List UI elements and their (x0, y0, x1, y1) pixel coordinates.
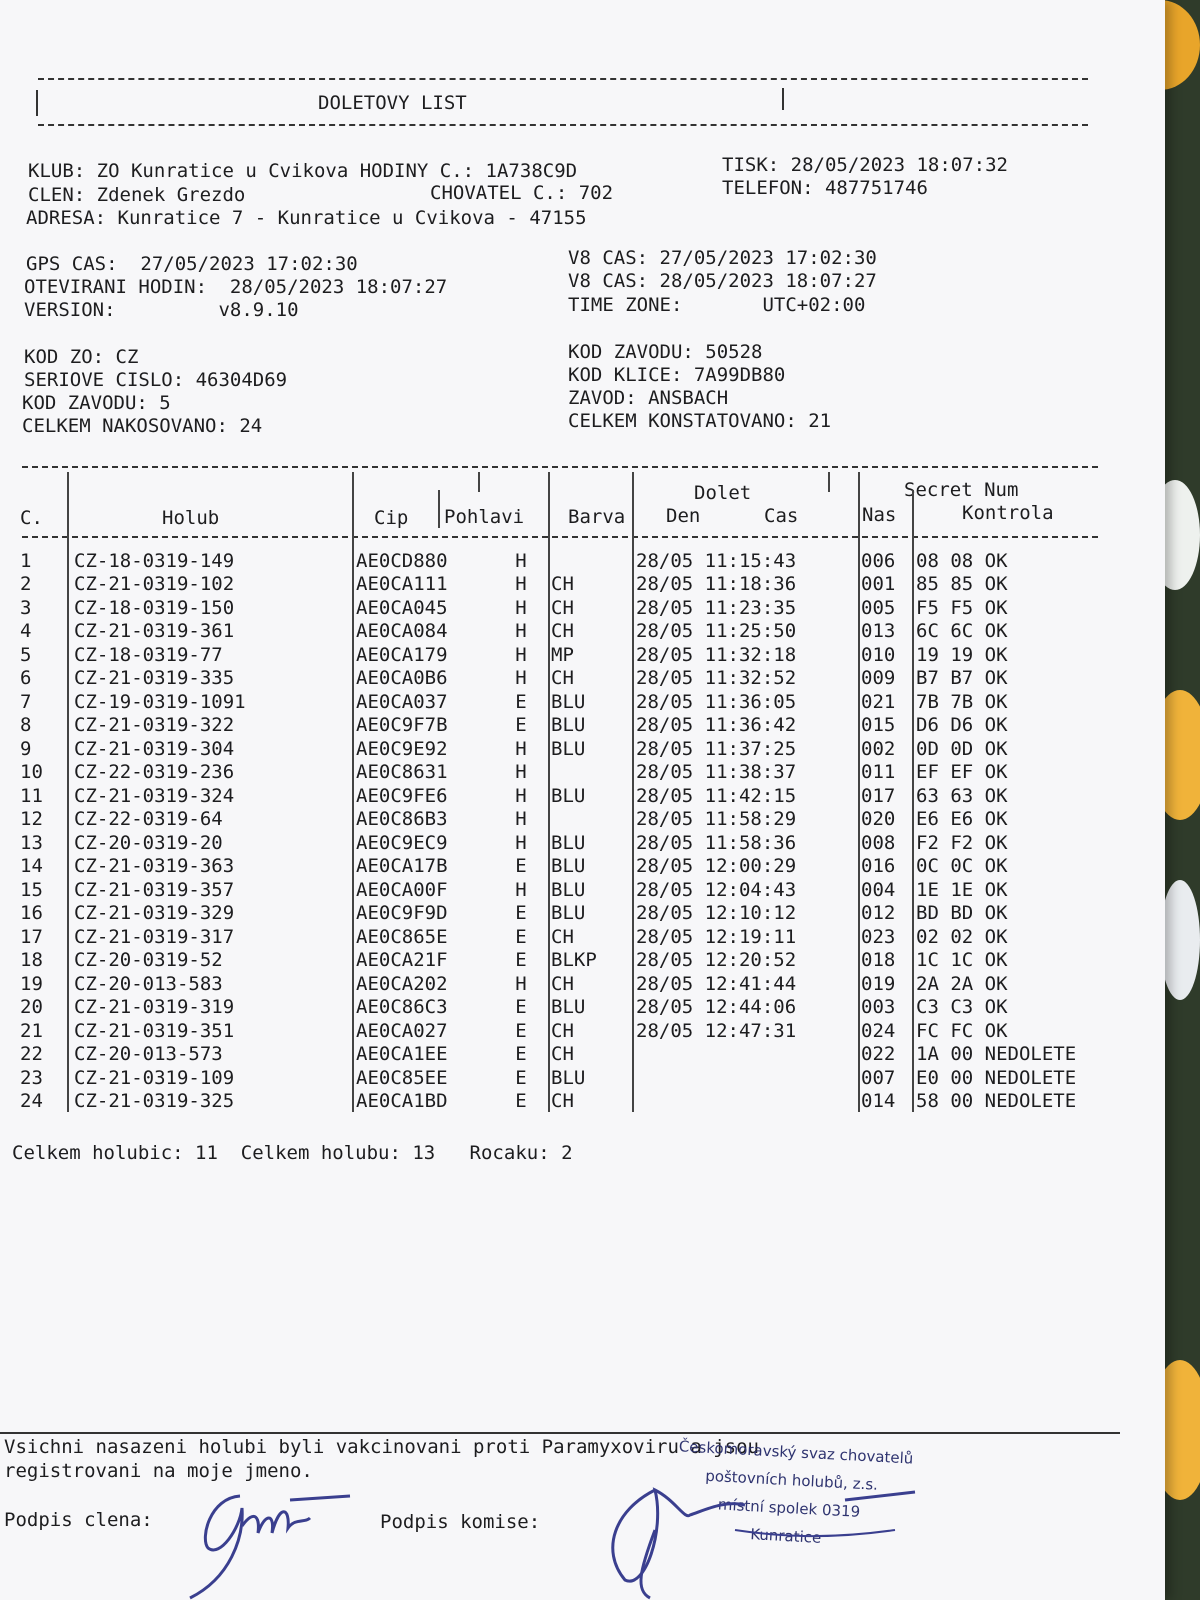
cell-pohlavi: E (515, 1043, 527, 1066)
flight-table-body (14, 549, 1156, 1113)
stamp-line-3: místní spolek 0319 (717, 1495, 861, 1521)
cell-number: 23 (20, 1066, 43, 1089)
cell-number: 6 (20, 667, 32, 690)
cell-kontrola: 1C 1C OK (916, 949, 1008, 972)
cell-dolet: 28/05 11:42:15 (636, 784, 797, 807)
table-row (14, 643, 1156, 667)
cell-nas: 015 (861, 714, 896, 737)
cell-barva: BLU (551, 855, 586, 878)
cell-cip: AE0CA179 (356, 643, 448, 666)
cell-barva: CH (551, 925, 574, 948)
cell-cip: AE0C8631 (356, 761, 448, 784)
header-holub: Holub (162, 507, 220, 529)
stamp-line-4: Kunratice (749, 1525, 822, 1547)
header-dolet: Dolet (694, 482, 752, 504)
cell-kontrola: FC FC OK (916, 1019, 1008, 1042)
cell-nas: 021 (861, 690, 896, 713)
column-separator (438, 490, 440, 528)
cell-nas: 009 (861, 667, 896, 690)
cell-nas: 004 (861, 878, 896, 901)
clen-line: CLEN: Zdenek Grezdo (28, 184, 246, 206)
cell-holub: CZ-19-0319-1091 (74, 690, 246, 713)
v8-cas-1: V8 CAS: 27/05/2023 17:02:30 (568, 247, 877, 269)
cell-pohlavi: H (515, 667, 527, 690)
table-header-bottom-rule (22, 536, 1098, 538)
cell-pohlavi: H (515, 878, 527, 901)
table-header-top-rule (22, 466, 1098, 468)
cell-cip: AE0CA00F (356, 878, 448, 901)
cell-nas: 005 (861, 596, 896, 619)
table-row (14, 996, 1156, 1020)
cell-number: 4 (20, 620, 32, 643)
cell-pohlavi: E (515, 714, 527, 737)
cell-kontrola: 85 85 OK (916, 573, 1008, 596)
cell-number: 15 (20, 878, 43, 901)
cell-cip: AE0C9E92 (356, 737, 448, 760)
kod-zavodu-id: KOD ZAVODU: 50528 (568, 341, 763, 363)
table-row (14, 1066, 1156, 1090)
title-box-top (38, 78, 1088, 80)
cell-dolet: 28/05 11:32:52 (636, 667, 797, 690)
cell-number: 12 (20, 808, 43, 831)
cell-cip: AE0C9FE6 (356, 784, 448, 807)
cell-cip: AE0CA17B (356, 855, 448, 878)
cell-dolet (636, 1066, 861, 1090)
cell-pohlavi: H (515, 596, 527, 619)
cell-number: 21 (20, 1019, 43, 1042)
cell-kontrola: EF EF OK (916, 761, 1008, 784)
cell-dolet: 28/05 12:41:44 (636, 972, 797, 995)
cell-cip: AE0CD880 (356, 549, 448, 572)
gps-cas: GPS CAS: 27/05/2023 17:02:30 (26, 253, 358, 275)
cell-dolet: 28/05 12:00:29 (636, 855, 797, 878)
cell-holub: CZ-21-0319-324 (74, 784, 235, 807)
table-row (14, 1043, 1156, 1067)
cell-nas: 010 (861, 643, 896, 666)
cell-pohlavi: H (515, 620, 527, 643)
cell-barva: CH (551, 667, 574, 690)
cell-kontrola: F2 F2 OK (916, 831, 1008, 854)
kod-zo: KOD ZO: CZ (24, 346, 139, 368)
celkem-nakosovano: CELKEM NAKOSOVANO: 24 (22, 415, 263, 437)
cell-barva: BLU (551, 831, 586, 854)
table-row (14, 972, 1156, 996)
cell-barva (551, 808, 636, 832)
title-box-bottom (38, 124, 1088, 126)
cell-nas: 018 (861, 949, 896, 972)
cell-holub: CZ-21-0319-335 (74, 667, 235, 690)
telefon-line: TELEFON: 487751746 (722, 177, 928, 199)
flight-table (14, 549, 1156, 1113)
cell-kontrola: B7 B7 OK (916, 667, 1008, 690)
cell-cip: AE0CA1BD (356, 1090, 448, 1113)
table-row (14, 784, 1156, 808)
cell-kontrola: 7B 7B OK (916, 690, 1008, 713)
cell-kontrola: 0C 0C OK (916, 855, 1008, 878)
column-separator (828, 472, 830, 492)
cell-number: 14 (20, 855, 43, 878)
footer-rule (0, 1432, 1120, 1434)
cell-pohlavi: E (515, 949, 527, 972)
cell-nas: 011 (861, 761, 896, 784)
klub-line: KLUB: ZO Kunratice u Cvikova HODINY C.: 1A738C9D (28, 160, 578, 182)
cell-holub: CZ-21-0319-109 (74, 1066, 235, 1089)
cell-kontrola: 0D 0D OK (916, 737, 1008, 760)
cell-cip: AE0CA045 (356, 596, 448, 619)
cell-barva: CH (551, 596, 574, 619)
chovatel-line: CHOVATEL C.: 702 (430, 182, 614, 204)
cell-pohlavi: H (515, 972, 527, 995)
cell-holub: CZ-20-013-573 (74, 1043, 223, 1066)
cell-number: 2 (20, 573, 32, 596)
cell-number: 9 (20, 737, 32, 760)
cell-dolet: 28/05 12:47:31 (636, 1019, 797, 1042)
cell-dolet: 28/05 11:58:36 (636, 831, 797, 854)
cell-barva: BLU (551, 714, 586, 737)
cell-kontrola: E0 00 NEDOLETE (916, 1066, 1077, 1089)
cell-holub: CZ-21-0319-322 (74, 714, 235, 737)
cell-holub: CZ-21-0319-325 (74, 1090, 235, 1113)
cell-barva: CH (551, 1043, 574, 1066)
cell-cip: AE0CA21F (356, 949, 448, 972)
cell-pohlavi: H (515, 643, 527, 666)
v8-cas-2: V8 CAS: 28/05/2023 18:07:27 (568, 270, 877, 292)
cell-kontrola: 63 63 OK (916, 784, 1008, 807)
cell-holub: CZ-21-0319-304 (74, 737, 235, 760)
header-secret-num: Secret Num (904, 479, 1019, 501)
cell-number: 5 (20, 643, 32, 666)
cell-holub: CZ-18-0319-77 (74, 643, 223, 666)
cell-cip: AE0C9F9D (356, 902, 448, 925)
totals-line: Celkem holubic: 11 Celkem holubu: 13 Rocaku: 2 (12, 1142, 573, 1164)
cell-number: 22 (20, 1043, 43, 1066)
table-row (14, 949, 1156, 973)
cell-dolet: 28/05 11:36:05 (636, 690, 797, 713)
cell-dolet: 28/05 11:18:36 (636, 573, 797, 596)
table-row (14, 1019, 1156, 1043)
cell-pohlavi: E (515, 925, 527, 948)
cell-barva: BLKP (551, 949, 597, 972)
cell-pohlavi: H (515, 784, 527, 807)
celkem-konstatovano: CELKEM KONSTATOVANO: 21 (568, 410, 832, 432)
cell-pohlavi: H (515, 808, 527, 831)
cell-holub: CZ-21-0319-319 (74, 996, 235, 1019)
cell-cip: AE0C865E (356, 925, 448, 948)
cell-dolet: 28/05 12:19:11 (636, 925, 797, 948)
cell-holub: CZ-18-0319-149 (74, 549, 235, 572)
cell-pohlavi: E (515, 1090, 527, 1113)
kod-klice: KOD KLICE: 7A99DB80 (568, 364, 786, 386)
cell-cip: AE0CA027 (356, 1019, 448, 1042)
cell-barva: BLU (551, 737, 586, 760)
cell-holub: CZ-21-0319-361 (74, 620, 235, 643)
cell-cip: AE0CA0B6 (356, 667, 448, 690)
cell-cip: AE0CA111 (356, 573, 448, 596)
cell-holub: CZ-22-0319-236 (74, 761, 235, 784)
cell-kontrola: 6C 6C OK (916, 620, 1008, 643)
cell-holub: CZ-21-0319-317 (74, 925, 235, 948)
cell-nas: 007 (861, 1066, 896, 1089)
podpis-komise-label: Podpis komise: (380, 1511, 541, 1533)
column-separator (478, 472, 480, 492)
table-row (14, 573, 1156, 597)
cell-kontrola: 2A 2A OK (916, 972, 1008, 995)
cell-nas: 006 (861, 549, 896, 572)
cell-dolet: 28/05 12:20:52 (636, 949, 797, 972)
cell-dolet: 28/05 11:37:25 (636, 737, 797, 760)
cell-barva: CH (551, 620, 574, 643)
cell-nas: 020 (861, 808, 896, 831)
table-row (14, 878, 1156, 902)
commission-signature (595, 1470, 925, 1600)
header-cip: Cip (374, 507, 409, 529)
otevirani-hodin: OTEVIRANI HODIN: 28/05/2023 18:07:27 (24, 276, 448, 298)
table-row (14, 925, 1156, 949)
header-cas: Cas (764, 505, 799, 527)
cell-kontrola: 19 19 OK (916, 643, 1008, 666)
cell-kontrola: 02 02 OK (916, 925, 1008, 948)
table-row (14, 549, 1156, 573)
table-row (14, 737, 1156, 761)
cell-dolet: 28/05 12:04:43 (636, 878, 797, 901)
cell-pohlavi: H (515, 831, 527, 854)
document-title: DOLETOVY LIST (318, 92, 467, 114)
cell-dolet: 28/05 11:25:50 (636, 620, 797, 643)
table-row (14, 620, 1156, 644)
cell-nas: 014 (861, 1090, 896, 1113)
podpis-clena-label: Podpis clena: (4, 1509, 153, 1531)
cell-barva: BLU (551, 878, 586, 901)
vaccination-statement-1: Vsichni nasazeni holubi byli vakcinovani proti Paramyxoviru a jsou (4, 1436, 759, 1458)
cell-number: 7 (20, 690, 32, 713)
seriove-cislo: SERIOVE CISLO: 46304D69 (24, 369, 288, 391)
table-row (14, 855, 1156, 879)
time-zone-line: TIME ZONE: UTC+02:00 (568, 294, 866, 316)
vaccination-statement-2: registrovani na moje jmeno. (4, 1460, 313, 1482)
stamp-line-1: Českomoravský svaz chovatelů (678, 1437, 914, 1468)
cell-barva: MP (551, 643, 574, 666)
cell-barva: BLU (551, 902, 586, 925)
cell-dolet: 28/05 11:36:42 (636, 714, 797, 737)
cell-number: 17 (20, 925, 43, 948)
table-row (14, 808, 1156, 832)
header-nas: Nas (862, 504, 897, 526)
member-signature (170, 1478, 360, 1600)
cell-pohlavi: H (515, 573, 527, 596)
cell-number: 19 (20, 972, 43, 995)
stamp-line-2: poštovních holubů, z.s. (704, 1466, 879, 1494)
cell-barva (551, 549, 636, 573)
cell-nas: 019 (861, 972, 896, 995)
cell-holub: CZ-20-0319-52 (74, 949, 223, 972)
cell-cip: AE0C85EE (356, 1066, 448, 1089)
cell-pohlavi: H (515, 737, 527, 760)
cell-holub: CZ-21-0319-329 (74, 902, 235, 925)
header-pohlavi: Pohlavi (444, 506, 525, 528)
cell-kontrola: 08 08 OK (916, 549, 1008, 572)
cell-barva: BLU (551, 690, 586, 713)
cell-kontrola: C3 C3 OK (916, 996, 1008, 1019)
cell-cip: AE0C86B3 (356, 808, 448, 831)
cell-nas: 002 (861, 737, 896, 760)
cell-barva: BLU (551, 1066, 586, 1089)
kod-zavodu: KOD ZAVODU: 5 (22, 392, 171, 414)
cell-cip: AE0C9F7B (356, 714, 448, 737)
cell-kontrola: 1E 1E OK (916, 878, 1008, 901)
zavod-name: ZAVOD: ANSBACH (568, 387, 729, 409)
cell-number: 18 (20, 949, 43, 972)
table-row (14, 596, 1156, 620)
tisk-line: TISK: 28/05/2023 18:07:32 (722, 154, 1008, 176)
header-c: C. (20, 507, 43, 529)
cell-cip: AE0CA037 (356, 690, 448, 713)
cell-dolet: 28/05 11:32:18 (636, 643, 797, 666)
cell-nas: 016 (861, 855, 896, 878)
cell-pohlavi: E (515, 855, 527, 878)
cell-pohlavi: E (515, 902, 527, 925)
cell-cip: AE0CA202 (356, 972, 448, 995)
cell-nas: 001 (861, 573, 896, 596)
cell-nas: 008 (861, 831, 896, 854)
cell-number: 3 (20, 596, 32, 619)
table-row (14, 761, 1156, 785)
title-box-left (36, 90, 38, 116)
cell-barva: CH (551, 1090, 574, 1113)
cell-barva (551, 761, 636, 785)
cell-number: 11 (20, 784, 43, 807)
cell-kontrola: 1A 00 NEDOLETE (916, 1043, 1077, 1066)
cell-pohlavi: E (515, 690, 527, 713)
cell-number: 10 (20, 761, 43, 784)
table-row (14, 1090, 1156, 1114)
cell-dolet: 28/05 11:58:29 (636, 808, 797, 831)
cell-number: 20 (20, 996, 43, 1019)
cell-nas: 024 (861, 1019, 896, 1042)
cell-nas: 023 (861, 925, 896, 948)
cell-number: 16 (20, 902, 43, 925)
cell-pohlavi: H (515, 549, 527, 572)
header-barva: Barva (568, 506, 626, 528)
cell-kontrola: F5 F5 OK (916, 596, 1008, 619)
cell-nas: 012 (861, 902, 896, 925)
version-line: VERSION: v8.9.10 (24, 299, 299, 321)
cell-barva: BLU (551, 784, 586, 807)
cell-dolet: 28/05 12:10:12 (636, 902, 797, 925)
cell-holub: CZ-21-0319-102 (74, 573, 235, 596)
cell-dolet: 28/05 12:44:06 (636, 996, 797, 1019)
cell-nas: 017 (861, 784, 896, 807)
cell-nas: 003 (861, 996, 896, 1019)
cell-number: 8 (20, 714, 32, 737)
cell-nas: 022 (861, 1043, 896, 1066)
header-kontrola: Kontrola (962, 502, 1054, 524)
cell-kontrola: 58 00 NEDOLETE (916, 1090, 1077, 1113)
cell-nas: 013 (861, 620, 896, 643)
cell-barva: CH (551, 972, 574, 995)
table-row (14, 690, 1156, 714)
cell-cip: AE0CA1EE (356, 1043, 448, 1066)
cell-kontrola: BD BD OK (916, 902, 1008, 925)
table-row (14, 902, 1156, 926)
table-row (14, 831, 1156, 855)
adresa-line: ADRESA: Kunratice 7 - Kunratice u Cvikova - 47155 (26, 207, 587, 229)
cell-holub: CZ-21-0319-351 (74, 1019, 235, 1042)
background-flower (1160, 880, 1200, 1000)
cell-dolet: 28/05 11:23:35 (636, 596, 797, 619)
cell-kontrola: D6 D6 OK (916, 714, 1008, 737)
title-box-divider (782, 88, 784, 110)
header-den: Den (666, 505, 701, 527)
cell-holub: CZ-21-0319-357 (74, 878, 235, 901)
cell-dolet (636, 1043, 861, 1067)
cell-pohlavi: H (515, 761, 527, 784)
cell-barva: BLU (551, 996, 586, 1019)
table-row (14, 667, 1156, 691)
cell-holub: CZ-22-0319-64 (74, 808, 223, 831)
cell-holub: CZ-21-0319-363 (74, 855, 235, 878)
cell-holub: CZ-20-013-583 (74, 972, 223, 995)
table-row (14, 714, 1156, 738)
cell-pohlavi: E (515, 1019, 527, 1042)
cell-dolet: 28/05 11:38:37 (636, 761, 797, 784)
cell-pohlavi: E (515, 996, 527, 1019)
cell-holub: CZ-18-0319-150 (74, 596, 235, 619)
cell-number: 24 (20, 1090, 43, 1113)
cell-barva: CH (551, 573, 574, 596)
cell-dolet (636, 1090, 861, 1114)
cell-pohlavi: E (515, 1066, 527, 1089)
cell-number: 13 (20, 831, 43, 854)
cell-number: 1 (20, 549, 32, 572)
cell-cip: AE0C86C3 (356, 996, 448, 1019)
cell-holub: CZ-20-0319-20 (74, 831, 223, 854)
cell-cip: AE0C9EC9 (356, 831, 448, 854)
cell-kontrola: E6 E6 OK (916, 808, 1008, 831)
cell-barva: CH (551, 1019, 574, 1042)
cell-cip: AE0CA084 (356, 620, 448, 643)
cell-dolet: 28/05 11:15:43 (636, 549, 797, 572)
